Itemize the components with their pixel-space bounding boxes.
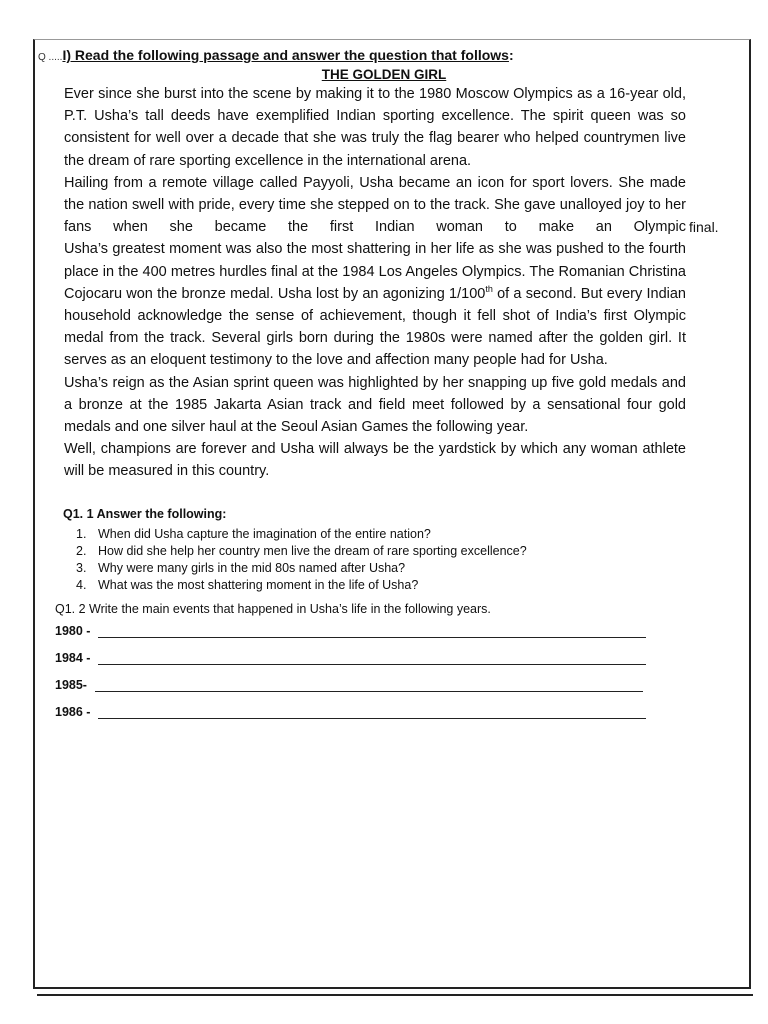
question-item bbox=[76, 577, 527, 594]
superscript-th: th bbox=[485, 284, 493, 294]
year-answer-row-1986 bbox=[55, 705, 90, 723]
question-text: What was the most shattering moment in the life of Usha? bbox=[98, 578, 419, 592]
passage-paragraph-1: Ever since she burst into the scene by making it to the 1980 Moscow Olympics as a 16-year old, P.T. Usha’s tall deeds have exemplified Indian sporting excellence. The spirit queen was so consistent for well over a decade that she was truly the flag bearer who helped countrymen live the dream of rare sporting excellence in the international arena. bbox=[64, 86, 686, 169]
passage-paragraph-5: Well, champions are forever and Usha will always be the yardstick by which any woman athlete will be measured in this country. bbox=[64, 441, 686, 480]
question-text: Why were many girls in the mid 80s named after Usha? bbox=[98, 561, 406, 575]
answer-line[interactable] bbox=[98, 718, 646, 719]
question-instruction: I) Read the following passage and answer the question that follows bbox=[62, 47, 509, 63]
question-item bbox=[76, 560, 527, 577]
year-label: 1980 - bbox=[55, 624, 91, 638]
passage-paragraph-3-part-1: Usha’s greatest moment was also the most shattering in her life as she was pushed to the fourth place in the 400 metres hurdles final at the 1984 Los Angeles Olympics. The Romanian Christina Cojocaru won the bronze medal. Usha lost by an agonizing 1/100 bbox=[64, 241, 686, 302]
answer-line[interactable] bbox=[98, 637, 646, 638]
passage-paragraph-2: Hailing from a remote village called Payyoli, Usha became an icon for sport lovers. She made the nation swell with pride, every time she stepped on to the track. She gave unalloyed joy to her fans when she became the first Indian woman to make an Olympic bbox=[64, 174, 686, 236]
question-number: 4. bbox=[76, 578, 87, 592]
question-header bbox=[38, 47, 514, 63]
overflow-word-final: final. bbox=[689, 219, 719, 235]
question-prefix: Q ..... bbox=[38, 52, 63, 63]
passage bbox=[64, 83, 686, 483]
year-answer-row-1980 bbox=[55, 624, 90, 642]
question-number: 1. bbox=[76, 527, 87, 541]
year-label: 1985- bbox=[55, 678, 87, 692]
question-number: 2. bbox=[76, 544, 87, 558]
page-border-bottom bbox=[37, 994, 753, 996]
passage-paragraph-3-part-2: of a second. But every Indian household acknowledge the sense of achievement, though it fell shot of India’s first Olympic medal from the track. Several girls born during the 1980s were named after the golden girl. It serves as an eloquent testimony to the love and affection many people had for Usha. bbox=[64, 285, 686, 369]
question-text: How did she help her country men live the dream of rare sporting excellence? bbox=[98, 544, 527, 558]
passage-paragraph-3 bbox=[64, 238, 686, 371]
year-label: 1984 - bbox=[55, 651, 91, 665]
year-answer-row-1984 bbox=[55, 651, 90, 669]
question-item bbox=[76, 526, 527, 543]
question-text: When did Usha capture the imagination of the entire nation? bbox=[98, 527, 431, 541]
answer-line[interactable] bbox=[98, 664, 646, 665]
question-number: 3. bbox=[76, 561, 87, 575]
passage-paragraph-4: Usha’s reign as the Asian sprint queen was highlighted by her snapping up five gold medals and a bronze at the 1985 Jakarta Asian track and field meet followed by a sensational four gold medals and one silver haul at the Seoul Asian Games the following year. bbox=[64, 374, 686, 436]
passage-title: THE GOLDEN GIRL bbox=[321, 67, 447, 82]
instruction-colon: : bbox=[508, 47, 514, 63]
answer-line[interactable] bbox=[95, 691, 643, 692]
q1-1-heading: Q1. 1 Answer the following: bbox=[63, 507, 227, 521]
q1-2-heading: Q1. 2 Write the main events that happened in Usha’s life in the following years. bbox=[55, 602, 491, 616]
question-item bbox=[76, 543, 527, 560]
year-label: 1986 - bbox=[55, 705, 91, 719]
q1-1-question-list bbox=[76, 526, 527, 594]
year-answer-row-1985 bbox=[55, 678, 87, 696]
